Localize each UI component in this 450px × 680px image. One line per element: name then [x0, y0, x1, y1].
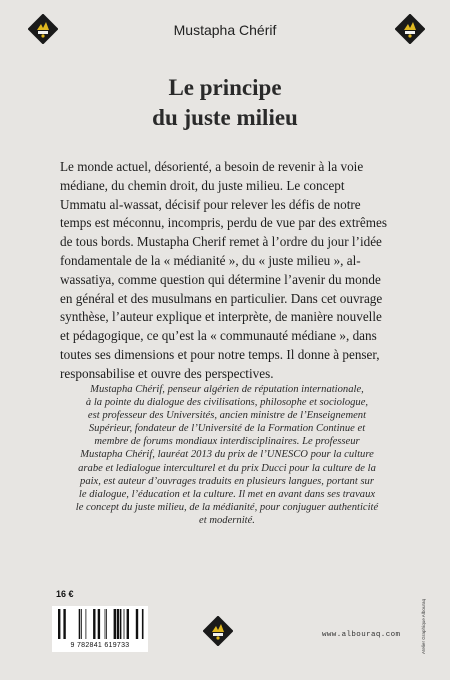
title-line: Le principe	[168, 75, 282, 100]
barcode-bar	[105, 609, 106, 639]
barcode-bar	[81, 609, 82, 639]
biography-line: le dialogue, l’éducation et la culture. Il met en avant dans ses travaux	[78, 488, 376, 500]
book-title	[0, 73, 450, 133]
isbn-number: 9 782841 619733	[70, 642, 130, 649]
biography-line: et modernité.	[199, 514, 255, 526]
summary-line: wassatiya, comme question qui détermine l’avenir du monde	[60, 271, 381, 287]
barcode-bar	[127, 609, 129, 639]
summary-line: toutes ses dimensions et pour notre temps. Il donne à penser,	[60, 346, 380, 362]
price-label: 16 €	[56, 589, 74, 599]
biography-line: membre de forums mondiaux interdisciplinaires. Le professeur	[94, 436, 360, 448]
publisher-website: www.albouraq.com	[322, 631, 401, 639]
barcode-bar	[120, 609, 122, 639]
summary-line: temps est méconnu, incompris, perdu de vue par des extrêmes	[60, 215, 388, 231]
biography-line: Supérieur, fondateur de l’Université de la Formation Continue et	[88, 423, 366, 435]
summary-line: médiane, du chemin droit, du juste milieu. Le concept	[60, 177, 345, 193]
publisher-logo-icon	[203, 616, 233, 646]
biography-line: est professeur des Universités, ancien ministre de l’Enseignement	[87, 410, 367, 422]
biography-line: Mustapha Chérif, lauréat 2013 du prix de l’UNESCO pour la culture	[80, 449, 374, 461]
summary-line: en général et des musulmans en particulier. Dans cet ouvrage	[60, 290, 383, 306]
barcode-bar	[58, 609, 60, 639]
summary-line: responsabilise et ouvre des perspectives.	[60, 365, 274, 381]
barcode-bar	[63, 609, 65, 639]
isbn-barcode	[52, 606, 148, 652]
barcode-bar	[114, 609, 116, 639]
barcode-bar	[142, 609, 144, 639]
barcode-bar	[124, 609, 125, 639]
biography-line: paix, est auteur d’ouvrages traduits en plusieurs langues, portant sur	[80, 475, 374, 487]
biography-line: le concept du juste milieu, de la médianité, pour conjuguer authenticité	[75, 501, 379, 513]
summary-line: et pédagogique, ce qu’est la « communauté médiane », dans	[60, 328, 377, 344]
book-summary	[60, 158, 394, 384]
summary-line: fondamentale de la « médianité », du « juste milieu », al-	[60, 252, 361, 268]
design-credit: Atelier Graphique Albouraq	[421, 598, 426, 654]
summary-line: de tous bords. Mustapha Cherif remet à l’ordre du jour l’idée	[60, 234, 382, 250]
title-line: du juste milieu	[152, 105, 298, 130]
barcode-bar	[98, 609, 100, 639]
summary-line: Le monde actuel, désorienté, a besoin de revenir à la voie	[60, 159, 364, 174]
biography-line: à la pointe du dialogue des civilisations, philosophe et sociologue,	[85, 397, 369, 409]
barcode-bar	[106, 609, 107, 639]
barcode-bar	[136, 609, 138, 639]
biography-line: Mustapha Chérif, penseur algérien de réputation internationale,	[90, 384, 364, 395]
publisher-logo-icon	[395, 14, 425, 44]
author-name: Mustapha Chérif	[173, 22, 277, 38]
barcode-icon	[56, 609, 144, 639]
barcode-bar	[93, 609, 95, 639]
summary-line: synthèse, l’auteur explique et interprète, de manière nouvelle	[60, 309, 382, 325]
biography-line: arabe et ledialogue interculturel et du prix Ducci pour la culture de la	[78, 462, 376, 474]
barcode-bar	[86, 609, 87, 639]
author-biography	[58, 383, 396, 527]
barcode-bar	[79, 609, 81, 639]
barcode-bar	[117, 609, 119, 639]
summary-line: Ummatu al-wassat, décisif pour relever les défis de notre	[60, 196, 361, 212]
